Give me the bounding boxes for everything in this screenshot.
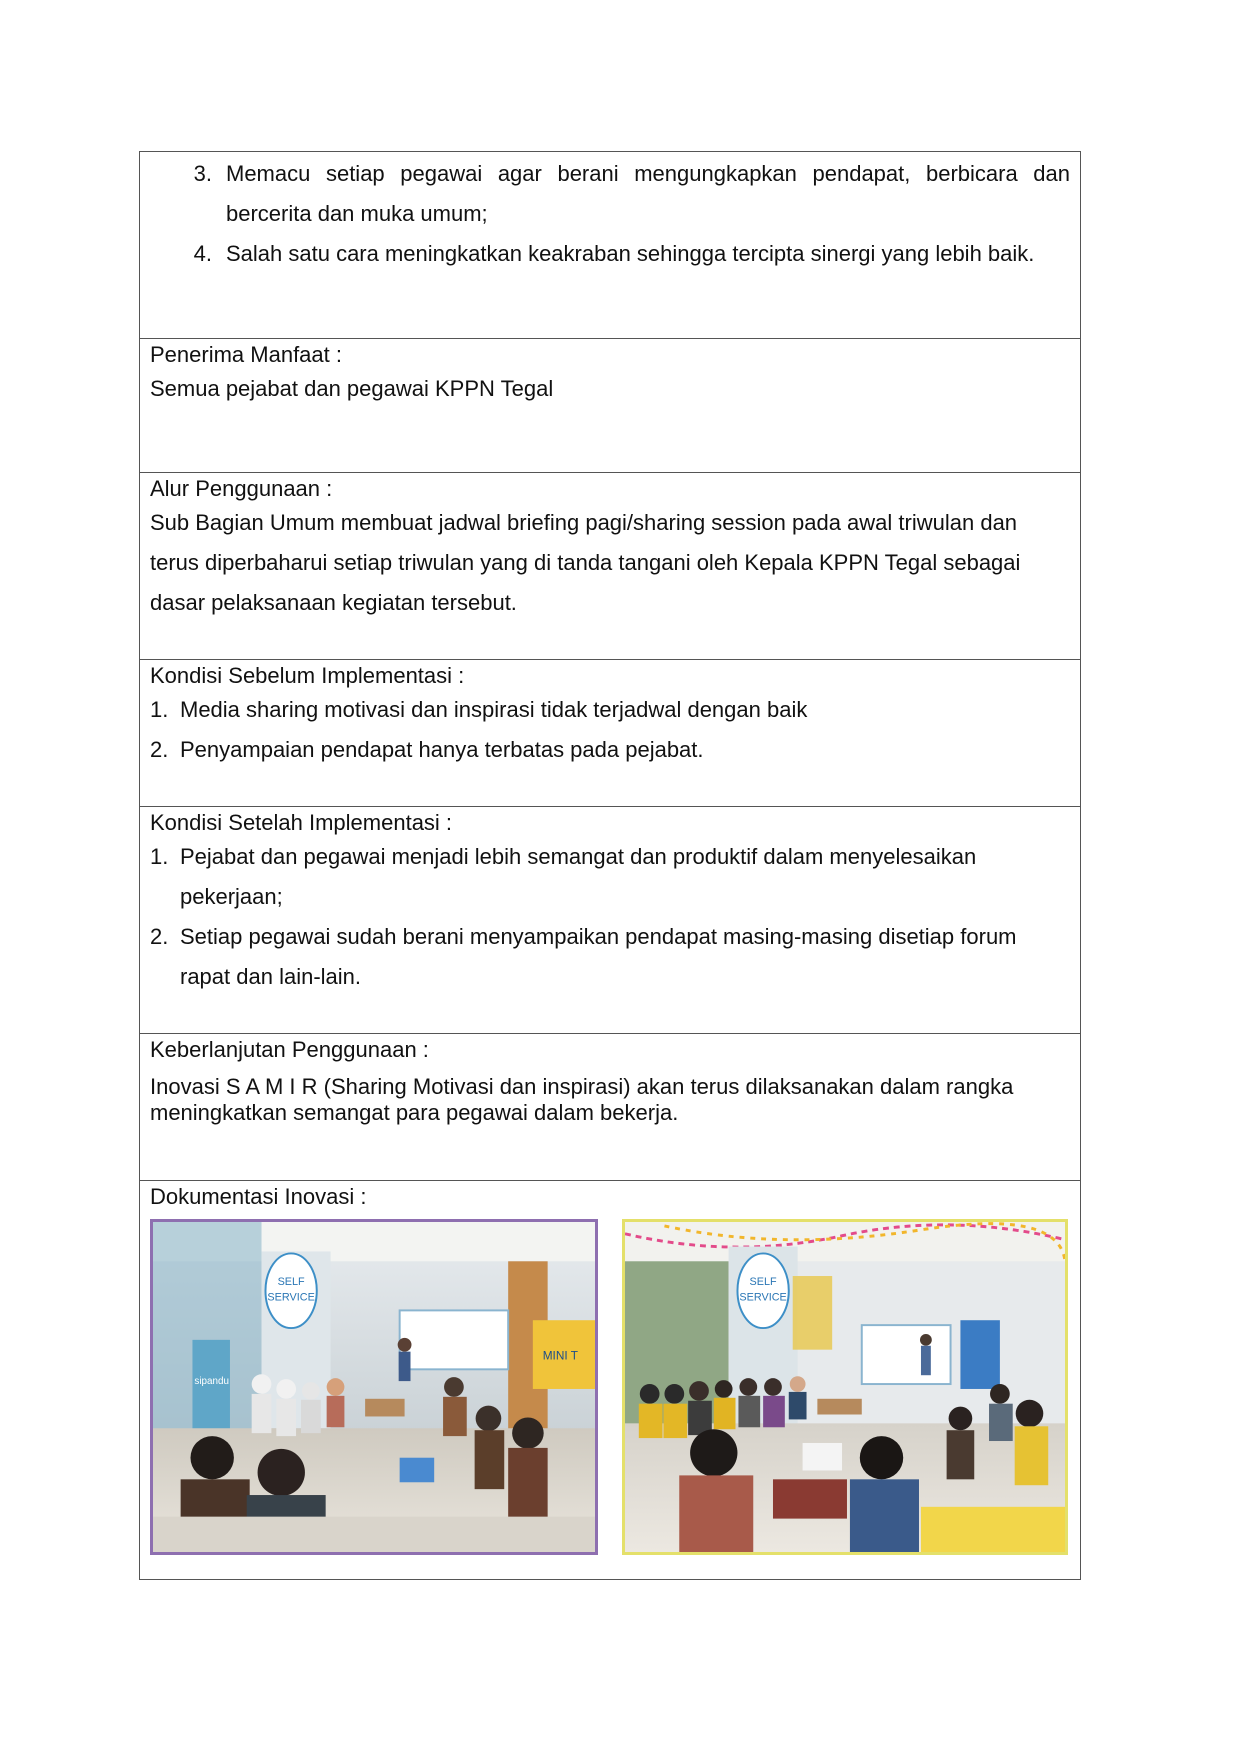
list-number: 4. — [193, 241, 212, 266]
list-number: 3. — [193, 161, 212, 186]
beneficiary-section — [140, 339, 1080, 473]
list-item — [150, 837, 1070, 917]
list-text: Media sharing motivasi dan inspirasi tidak terjadwal dengan baik — [180, 697, 808, 722]
before-list — [140, 690, 1080, 770]
list-text: Setiap pegawai sudah berani menyampaikan pendapat masing-masing disetiap forum rapat dan lain-lain. — [180, 924, 1017, 989]
banner-text: MINI T — [542, 1348, 578, 1363]
kiosk-text: sipandu — [194, 1376, 229, 1388]
event-photo-2-image — [625, 1222, 1065, 1552]
sign-text: SERVICE — [739, 1291, 787, 1304]
sustainability-heading: Keberlanjutan Penggunaan : — [150, 1037, 429, 1062]
list-text: Penyampaian pendapat hanya terbatas pada pejabat. — [180, 737, 704, 762]
sign-text: SELF — [749, 1275, 777, 1288]
documentation-heading: Dokumentasi Inovasi : — [150, 1184, 367, 1209]
list-item — [150, 690, 1070, 730]
list-item — [150, 917, 1070, 997]
event-photo-1-image — [153, 1222, 595, 1552]
sign-text: SELF — [277, 1275, 305, 1288]
list-text: Memacu setiap pegawai agar berani mengungkapkan pendapat, berbicara dan bercerita dan muka umum; — [226, 161, 1070, 226]
usage-flow-text: Sub Bagian Umum membuat jadwal briefing pagi/sharing session pada awal triwulan dan terus diperbaharui setiap triwulan yang di tanda tangani oleh Kepala KPPN Tegal sebagai dasar pelaksanaan kegiatan tersebut. — [150, 510, 1021, 615]
sign-text: SERVICE — [267, 1291, 315, 1304]
event-photo-1 — [150, 1219, 598, 1555]
before-section — [140, 660, 1080, 807]
list-text: Pejabat dan pegawai menjadi lebih semangat dan produktif dalam menyelesaikan pekerjaan; — [180, 844, 977, 909]
usage-flow-heading: Alur Penggunaan : — [150, 476, 333, 501]
list-item — [140, 154, 1070, 234]
list-number: 2. — [150, 924, 169, 949]
objectives-section — [140, 152, 1080, 339]
event-photo-2 — [622, 1219, 1068, 1555]
before-heading: Kondisi Sebelum Implementasi : — [150, 663, 465, 688]
list-item — [150, 730, 1070, 770]
usage-flow-section — [140, 473, 1080, 660]
list-item — [140, 234, 1070, 274]
list-text: Salah satu cara meningkatkan keakraban sehingga tercipta sinergi yang lebih baik. — [226, 241, 1035, 266]
objectives-list — [140, 154, 1080, 274]
documentation-section — [140, 1181, 1080, 1579]
after-section — [140, 807, 1080, 1034]
list-number: 1. — [150, 844, 169, 869]
after-list — [140, 837, 1080, 997]
beneficiary-heading: Penerima Manfaat : — [150, 342, 342, 367]
beneficiary-text: Semua pejabat dan pegawai KPPN Tegal — [150, 376, 554, 401]
sustainability-text: Inovasi S A M I R (Sharing Motivasi dan inspirasi) akan terus dilaksanakan dalam rangka meningkatkan semangat para pegawai dalam bekerja. — [150, 1074, 1014, 1125]
document-table — [139, 151, 1081, 1580]
after-heading: Kondisi Setelah Implementasi : — [150, 810, 453, 835]
photo-gallery — [140, 1211, 1080, 1579]
sustainability-section — [140, 1034, 1080, 1181]
list-number: 2. — [150, 737, 169, 762]
list-number: 1. — [150, 697, 169, 722]
